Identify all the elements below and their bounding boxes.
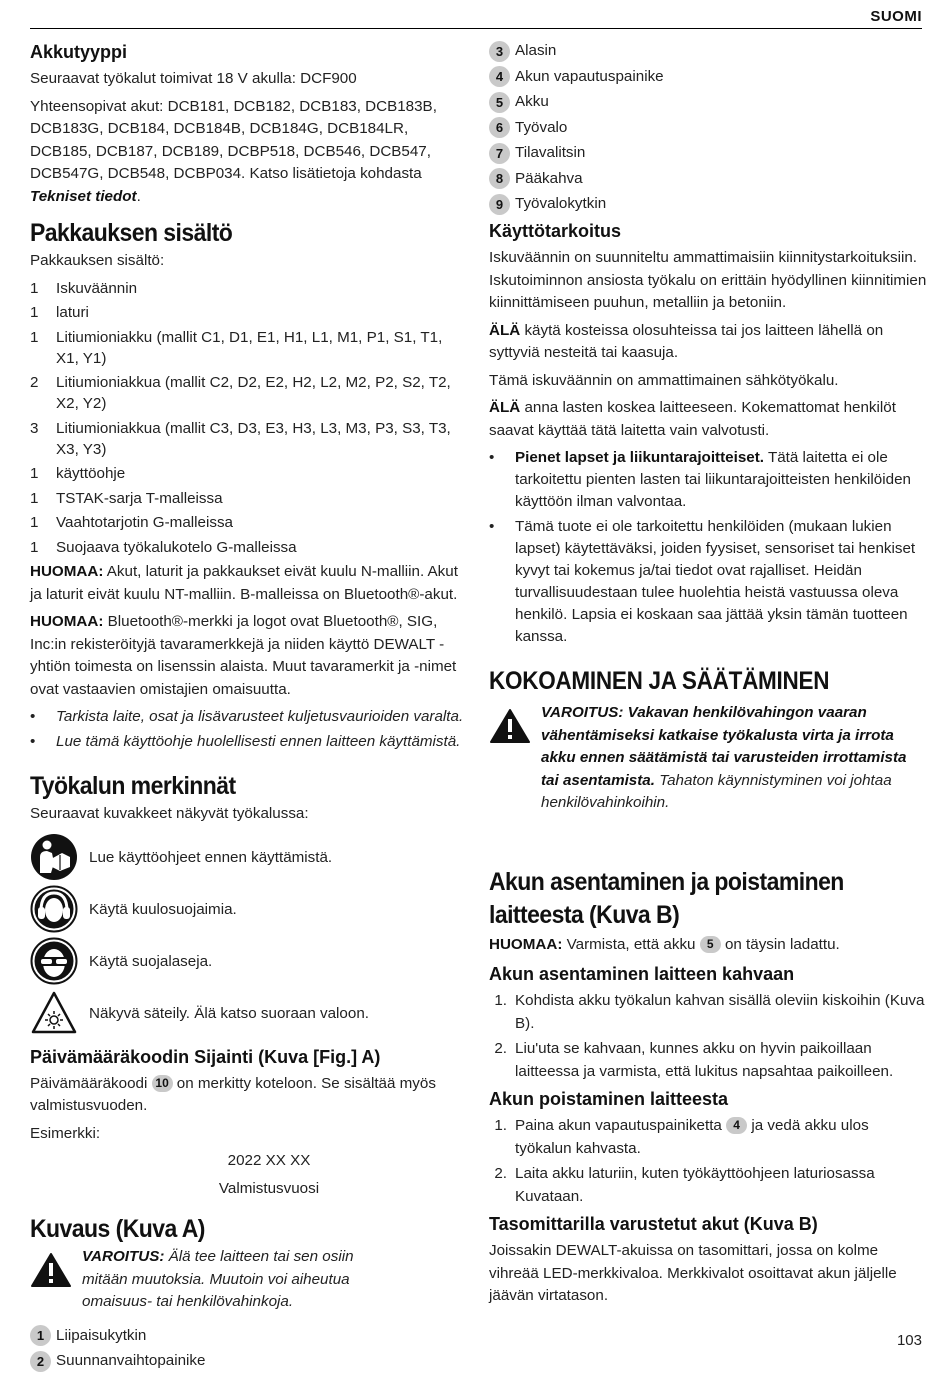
- date-code-paragraph: Päivämääräkoodi 10 on merkitty koteloon. Se sisältää myös valmistusvuoden.: [30, 1074, 436, 1114]
- section-title-kayttotarkoitus: Käyttötarkoitus: [489, 221, 622, 241]
- warning-icon: [30, 1246, 72, 1288]
- tech-data-ref: Tekniset tiedot: [30, 187, 137, 205]
- symbol-label: Lue käyttöohjeet ennen käyttämistä.: [89, 848, 333, 866]
- list-item: 1 Iskuväännin: [30, 279, 138, 297]
- package-list: [30, 278, 468, 558]
- compatible-batteries: [30, 96, 468, 209]
- list-item: 2 Litiumioniakkua (mallit C2, D2, E2, H2, L2, M2, P2, S2, T2, X2, Y2): [30, 374, 451, 412]
- ref-badge: 5: [700, 936, 721, 953]
- step-item: 2. Liu'uta se kahvaan, kunnes akku on hyvin paikoillaan laitteessa ja varmista, että lukitus napsahtaa paikoilleen.: [494, 1040, 894, 1080]
- visible-radiation-icon: [30, 989, 78, 1037]
- paragraph: Pakkauksen sisältö:: [30, 252, 165, 269]
- list-item: 1 laturi: [30, 304, 89, 321]
- list-item: 1 Vaahtotarjotin G-malleissa: [30, 514, 233, 531]
- bullet-item: • Pienet lapset ja liikuntarajoitteiset. Tätä laitetta ei ole tarkoitettu pienten lasten tai liikuntarajoitteisten henkilöiden käyttöön ilman valvontaa.: [489, 449, 911, 510]
- warning-block: [489, 702, 927, 820]
- list-item: 1 käyttöohje: [30, 465, 126, 482]
- bullet-item: • Tämä tuote ei ole tarkoitettu henkilöiden (mukaan lukien lapset) käytettäväksi, joiden fyysiset, sensoriset tai henkiset kyvyt tai kokemus ja/tai tiedot ovat rajalliset. Heidän turvallisuudestaan tulee huolehtia heistä vastuussa oleva henkilö. Lapsia ei koskaan saa jättää yksin tämän tuotteen kanssa.: [489, 518, 916, 645]
- example-label: Esimerkki:: [30, 1124, 101, 1142]
- eye-protection-icon: [30, 937, 78, 985]
- list-item: 1 Litiumioniakku (mallit C1, D1, E1, H1, L1, M1, P1, S1, T1, X1, Y1): [30, 328, 443, 367]
- page-number: 103: [896, 1332, 922, 1349]
- read-manual-icon: [30, 833, 78, 881]
- paragraph: Seuraavat kuvakkeet näkyvät työkalussa:: [30, 805, 309, 822]
- right-column: [489, 40, 927, 1313]
- warning-icon: [489, 702, 531, 744]
- part-item: 5 Akku: [489, 91, 927, 113]
- section-title-kuvaus: Kuvaus (Kuva A): [30, 1215, 205, 1243]
- note: HUOMAA: Varmista, että akku 5 on täysin ladattu.: [489, 935, 840, 953]
- paragraph: Iskuväännin on suunniteltu ammattimaisiin kiinnitystarkoituksiin. Iskutoiminnon ansiosta työkalu on erittäin hyödyllinen kiinnitimien kiinnittämiseen puuhun, metalliin ja betoniin.: [489, 249, 927, 311]
- part-item: 2 Suunnanvaihtopainike: [30, 1350, 468, 1372]
- part-item: 4 Akun vapautuspainike: [489, 66, 927, 88]
- section-title-merkinnat: Työkalun merkinnät: [30, 772, 236, 800]
- text: Yhteensopivat akut: DCB181, DCB182, DCB183, DCB183B, DCB183G, DCB184, DCB184B, DCB184G, DCB184LR, DCB185, DCB187, DCB189, DCBP518, DCB546, DCB547, DCB547G, DCB548, DCBP034. Katso lisätietoja kohdasta: [30, 97, 437, 182]
- list-item: 1 Suojaava työkalukotelo G-malleissa: [30, 538, 297, 556]
- language-label: SUOMI: [870, 8, 922, 25]
- warning-block: [30, 1246, 468, 1319]
- symbol-label: Käytä suojalaseja.: [89, 952, 213, 970]
- section-title-kokoaminen: KOKOAMINEN JA SÄÄTÄMINEN: [489, 667, 830, 695]
- bullet-item: • Lue tämä käyttöohje huolellisesti ennen laitteen käyttämistä.: [30, 733, 461, 750]
- check-bullets: [30, 706, 468, 753]
- ref-badge: 4: [726, 1117, 747, 1134]
- paragraph: Tämä iskuväännin on ammattimainen sähkötyökalu.: [489, 371, 839, 389]
- example-code: 2022 XX XX: [227, 1152, 311, 1169]
- left-column: [30, 38, 468, 1376]
- list-item: 1 TSTAK-sarja T-malleissa: [30, 489, 223, 507]
- symbol-row: [30, 886, 468, 933]
- note-1: HUOMAA: Akut, laturit ja pakkaukset eivät kuulu N-malliin. Akut ja laturit eivät kuulu NT-malliin. B-malleissa on Bluetooth®-akut.: [30, 563, 458, 603]
- paragraph: Seuraavat työkalut toimivat 18 V akulla: DCF900: [30, 70, 357, 87]
- warning-text: VAROITUS: Vakavan henkilövahingon vaaran vähentämiseksi katkaise työkalusta virta ja irrota akku ennen säätämistä tai varusteiden irrottamista tai asentamista. Tahaton käynnistyminen voi johtaa henkilövahinkoihin.: [541, 704, 907, 811]
- remove-steps: [489, 1115, 927, 1208]
- part-item: 9 Työvalokytkin: [489, 193, 927, 215]
- list-item: 3 Litiumioniakkua (mallit C3, D3, E3, H3, L3, M3, P3, S3, T3, X3, Y3): [30, 419, 451, 458]
- subsection-title: Akun poistaminen laitteesta: [489, 1089, 729, 1109]
- step-item: 1. Kohdista akku työkalun kahvan sisällä oleviin kiskoihin (Kuva B).: [494, 992, 925, 1032]
- ref-badge: 10: [152, 1075, 173, 1092]
- part-item: 3 Alasin: [489, 40, 927, 62]
- text: .: [136, 187, 141, 205]
- step-item: 1. Paina akun vapautuspainiketta 4 ja vedä akku ulos työkalun kahvasta.: [494, 1117, 869, 1157]
- subsection-title: Tasomittarilla varustetut akut (Kuva B): [489, 1214, 818, 1234]
- section-title-akun-asentaminen: Akun asentaminen ja poistaminen laitteesta (Kuva B): [489, 867, 844, 929]
- symbol-row: [30, 938, 468, 985]
- section-title-paivamaara: Päivämääräkoodin Sijainti (Kuva [Fig.] A): [30, 1046, 381, 1067]
- paragraph: ÄLÄ käytä kosteissa olosuhteissa tai jos laitteen lähellä on syttyviä nesteitä tai kaasuja.: [489, 321, 884, 361]
- bullet-item: • Tarkista laite, osat ja lisävarusteet kuljetusvaurioiden varalta.: [30, 708, 464, 725]
- note-2: HUOMAA: Bluetooth®-merkki ja logot ovat Bluetooth®, SIG, Inc:in rekisteröityjä tavaramerkkejä ja niiden käyttö DEWALT -yhtiön toimesta on lisenssin alaista. Muut tavaramerkit ja -nimet ovat vastaavien omistajien omaisuutta.: [30, 613, 457, 698]
- part-item: 8 Pääkahva: [489, 168, 927, 190]
- section-title-akkutyyppi: Akkutyyppi: [30, 42, 128, 62]
- ear-protection-icon: [30, 885, 78, 933]
- paragraph: Joissakin DEWALT-akuissa on tasomittari, jossa on kolme vihreää LED-merkkivaloa. Merkkivalot osoittavat akun jäljelle jäävän virtatason.: [489, 1242, 897, 1304]
- symbol-row: [30, 834, 468, 881]
- parts-list: [30, 1325, 468, 1373]
- page-header: [30, 6, 922, 29]
- example-caption: Valmistusvuosi: [218, 1179, 320, 1197]
- symbol-label: Käytä kuulosuojaimia.: [89, 900, 237, 918]
- part-item: 6 Työvalo: [489, 117, 927, 139]
- safety-bullets: [489, 447, 927, 648]
- paragraph: ÄLÄ anna lasten koskea laitteeseen. Kokemattomat henkilöt saavat käyttää tätä laitetta vain valvotusti.: [489, 399, 896, 439]
- warning-text: VAROITUS: Älä tee laitteen tai sen osiin mitään muutoksia. Muutoin voi aiheutua omaisuus- tai henkilövahinkoja.: [82, 1248, 354, 1310]
- symbol-label: Näkyvä säteily. Älä katso suoraan valoon.: [89, 1004, 369, 1022]
- subsection-title: Akun asentaminen laitteen kahvaan: [489, 964, 795, 984]
- section-title-pakkaus: Pakkauksen sisältö: [30, 219, 233, 247]
- symbol-row: [30, 990, 468, 1037]
- part-item: 1 Liipaisukytkin: [30, 1325, 468, 1347]
- parts-list-continued: [489, 40, 927, 215]
- part-item: 7 Tilavalitsin: [489, 142, 927, 164]
- step-item: 2. Laita akku laturiin, kuten työkäyttöohjeen laturiosassa Kuvataan.: [494, 1165, 875, 1205]
- install-steps: [489, 990, 927, 1083]
